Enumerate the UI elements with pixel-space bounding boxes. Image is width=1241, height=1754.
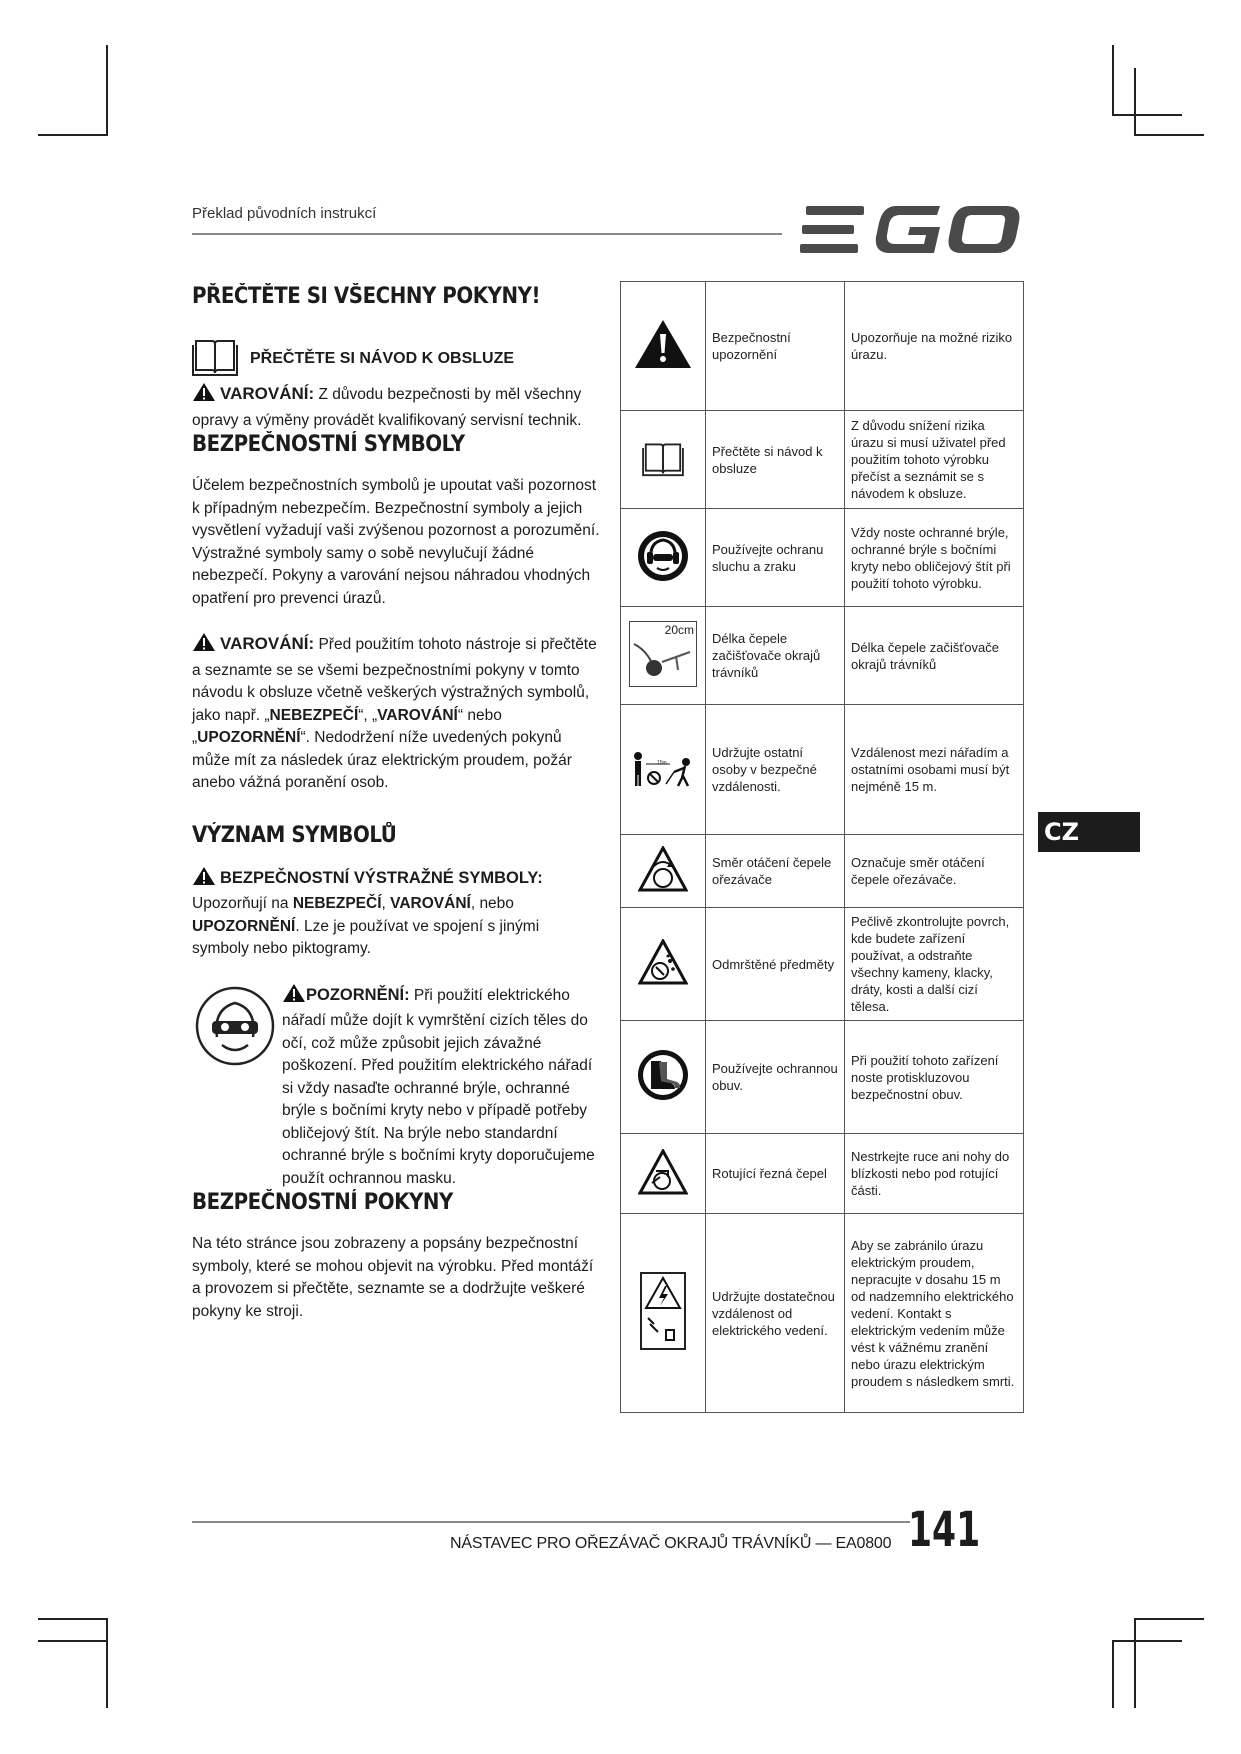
warning-triangle-icon: [282, 983, 306, 1011]
table-row: [621, 1214, 1024, 1413]
crop-mark: [1134, 68, 1136, 136]
manual-book-icon: [192, 335, 238, 382]
blade-length-text: 20cm: [664, 623, 694, 637]
warning-label: VAROVÁNÍ:: [220, 384, 315, 403]
symbol-description: Označuje směr otáčení čepele ořezávače.: [845, 835, 1024, 908]
ego-logo: [800, 204, 1022, 261]
warning-word: VAROVÁNÍ: [390, 895, 471, 912]
page-title: PŘEČTĚTE SI VŠECHNY POKYNY!: [192, 284, 541, 309]
caution-word: UPOZORNĚNÍ: [197, 729, 301, 746]
warning-triangle-icon: [192, 632, 216, 660]
manual-notice: [192, 335, 600, 382]
table-row: [621, 1134, 1024, 1214]
symbol-cell: [621, 282, 706, 411]
symbol-description: Vždy noste ochranné brýle, ochranné brýle s bočními kryty nebo obličejový štít při použití tohoto výrobku.: [845, 509, 1024, 607]
table-row: [621, 705, 1024, 835]
language-tab: CZ: [1038, 812, 1140, 852]
left-column: [192, 280, 600, 1323]
crop-mark: [1112, 1640, 1182, 1642]
symbol-cell: [621, 411, 706, 509]
alert-text-c: . Lze je používat ve spojení s jinými symboly nebo piktogramy.: [192, 917, 540, 957]
manual-book-icon: [641, 465, 685, 480]
distance-text: 15m: [657, 759, 667, 766]
crop-mark: [106, 1618, 108, 1708]
header-rule: [192, 233, 782, 235]
alert-separator: ,: [381, 895, 391, 912]
warning-text-d: “. Nedodržení níže uvedených pokynů může mít za následek úraz elektrickým proudem, požár anebo vážná poranění osob.: [192, 729, 572, 791]
symbol-cell: [621, 705, 706, 835]
warning-text-a: Před použitím tohoto nástroje si přečtěte a seznamte se se všemi bezpečnostními pokyny v tomto návodu k obsluze včetně veškerých výstražných symbolů, jako např. „: [192, 636, 597, 724]
table-row: [621, 411, 1024, 509]
warning-word: VAROVÁNÍ: [377, 706, 458, 724]
warning-triangle-icon: [634, 357, 692, 372]
table-row: [621, 1021, 1024, 1134]
warning-text: Z důvodu bezpečnosti by měl všechny opravy a výměny provádět kvalifikovaný servisní technik.: [192, 386, 582, 429]
footer-rule: [192, 1521, 910, 1523]
symbol-label: Rotující řezná čepel: [706, 1134, 845, 1214]
caution-label: POZORNĚNÍ:: [306, 985, 410, 1004]
crop-mark: [1134, 1618, 1136, 1708]
crop-mark: [1112, 45, 1114, 115]
crop-mark: [1112, 1640, 1114, 1708]
warning-read-all: [192, 632, 600, 795]
warning-repairs: [192, 382, 600, 432]
table-row: [621, 908, 1024, 1021]
crop-mark: [1112, 114, 1182, 116]
symbol-cell: [621, 509, 706, 607]
warning-triangle-icon: [192, 866, 216, 894]
symbol-label: Udržujte dostatečnou vzdálenost od elektrického vedení.: [706, 1214, 845, 1413]
warning-text-c: “ nebo „: [192, 706, 502, 746]
symbol-description: Při použití tohoto zařízení noste protiskluzovou bezpečnostní obuv.: [845, 1021, 1024, 1134]
eye-protection-icon: [194, 985, 276, 1075]
alert-text-a: Upozorňují na: [192, 895, 293, 912]
page-number: 141: [908, 1502, 981, 1558]
crop-mark: [106, 45, 108, 135]
symbol-description: Nestrkejte ruce ani nohy do blízkosti nebo pod rotující části.: [845, 1134, 1024, 1214]
symbol-label: Přečtěte si návod k obsluze: [706, 411, 845, 509]
symbol-description: Délka čepele začišťovače okrajů trávníků: [845, 607, 1024, 705]
manual-label: PŘEČTĚTE SI NÁVOD K OBSLUZE: [250, 349, 515, 367]
danger-word: NEBEZPEČÍ: [269, 706, 359, 724]
instructions-paragraph: Na této stránce jsou zobrazeny a popsány bezpečnostní symboly, které se mohou objevit na výrobku. Před montáží a provozem si přečtěte, seznamte se a dodržujte veškeré pokyny ke stroji.: [192, 1235, 594, 1320]
symbol-label: Odmrštěné předměty: [706, 908, 845, 1021]
protective-boots-icon: [637, 1089, 689, 1104]
crop-mark: [38, 1618, 108, 1620]
alert-text-b: , nebo: [470, 895, 514, 912]
symbol-description: Vzdálenost mezi nářadím a ostatními osobami musí být nejméně 15 m.: [845, 705, 1024, 835]
table-row: [621, 282, 1024, 411]
section-title-symbols: BEZPEČNOSTNÍ SYMBOLY: [192, 432, 465, 457]
symbol-label: Délka čepele začišťovače okrajů trávníků: [706, 607, 845, 705]
crop-mark: [38, 134, 108, 136]
ear-eye-protection-icon: [637, 570, 689, 585]
symbols-table: [620, 281, 1024, 1413]
caution-text: Při použití elektrického nářadí může dojít k vymrštění cizích těles do očí, což může způsobit jejich závažné poškození. Před použitím elektrického nářadí si vždy nasaďte ochranné brýle, ochranné brýle s bočními kryty nebo v případě potřeby obličejový štít. Na brýle nebo standardní ochranné brýle s bočními kryty doporučujeme použít ochrannou masku.: [282, 986, 595, 1187]
keep-distance-icon: [630, 748, 696, 788]
symbol-description: Upozorňuje na možné riziko úrazu.: [845, 282, 1024, 411]
symbol-label: Používejte ochrannou obuv.: [706, 1021, 845, 1134]
symbol-description: Z důvodu snížení rizika úrazu si musí uživatel před použitím tohoto výrobku přečíst a seznámit se s návodem k obsluze.: [845, 411, 1024, 509]
symbol-cell: [621, 908, 706, 1021]
danger-word: NEBEZPEČÍ: [292, 895, 382, 912]
blade-rotation-icon: [638, 880, 688, 895]
symbol-label: Používejte ochranu sluchu a zraku: [706, 509, 845, 607]
crop-mark: [1134, 1618, 1204, 1620]
warning-triangle-icon: [192, 382, 216, 410]
symbol-label: Bezpečnostní upozornění: [706, 282, 845, 411]
alert-symbols-paragraph: [192, 866, 600, 961]
caution-word: UPOZORNĚNÍ: [192, 917, 296, 935]
symbol-cell: [621, 607, 706, 705]
footer-title: NÁSTAVEC PRO OŘEZÁVAČ OKRAJŮ TRÁVNÍKŮ — EA0800: [450, 1535, 892, 1552]
symbol-description: Pečlivě zkontrolujte povrch, kde budete zařízení používat, a odstraňte všechny kameny, klacky, dráty, kosti a další cizí tělesa.: [845, 908, 1024, 1021]
symbol-cell: [621, 835, 706, 908]
crop-mark: [38, 1640, 108, 1642]
rotating-blade-icon: [638, 1183, 688, 1198]
table-row: [621, 607, 1024, 705]
thrown-objects-icon: [638, 973, 688, 988]
section-title-meaning: VÝZNAM SYMBOLŮ: [192, 822, 397, 848]
blade-length-icon: [629, 621, 697, 687]
symbol-cell: [621, 1214, 706, 1413]
section-title-instructions: BEZPEČNOSTNÍ POKYNY: [192, 1190, 453, 1215]
symbols-paragraph: Účelem bezpečnostních symbolů je upoutat vaši pozornost k případným nebezpečím. Bezpečnostní symboly a jejich vysvětlení vyžadují vaši zvýšenou pozornost a porozumění. Výstražné symboly samy o sobě nevylučují žádné nebezpečí. Pokyny a varování nejsou náhradou vhodných opatření pro prevenci úrazů.: [192, 477, 600, 607]
symbol-description: Aby se zabránilo úrazu elektrickým proudem, nepracujte v dosahu 15 m od nadzemního elektrického vedení. Kontakt s elektrickým vedením může vést k vážnému zranění nebo úrazu elektrickým proudem s následkem smrti.: [845, 1214, 1024, 1413]
table-row: [621, 509, 1024, 607]
power-line-distance-icon: [640, 1338, 686, 1353]
symbol-label: Směr otáčení čepele ořezávače: [706, 835, 845, 908]
symbol-label: Udržujte ostatní osoby v bezpečné vzdálenosti.: [706, 705, 845, 835]
symbol-cell: [621, 1134, 706, 1214]
crop-mark: [1134, 134, 1204, 136]
warning-text-b: “, „: [358, 706, 378, 724]
table-row: [621, 835, 1024, 908]
alert-heading: BEZPEČNOSTNÍ VÝSTRAŽNÉ SYMBOLY:: [220, 868, 543, 887]
symbol-cell: [621, 1021, 706, 1134]
caution-notice: [192, 983, 600, 1191]
header-label: Překlad původních instrukcí: [192, 205, 377, 222]
warning-label: VAROVÁNÍ:: [220, 634, 315, 653]
